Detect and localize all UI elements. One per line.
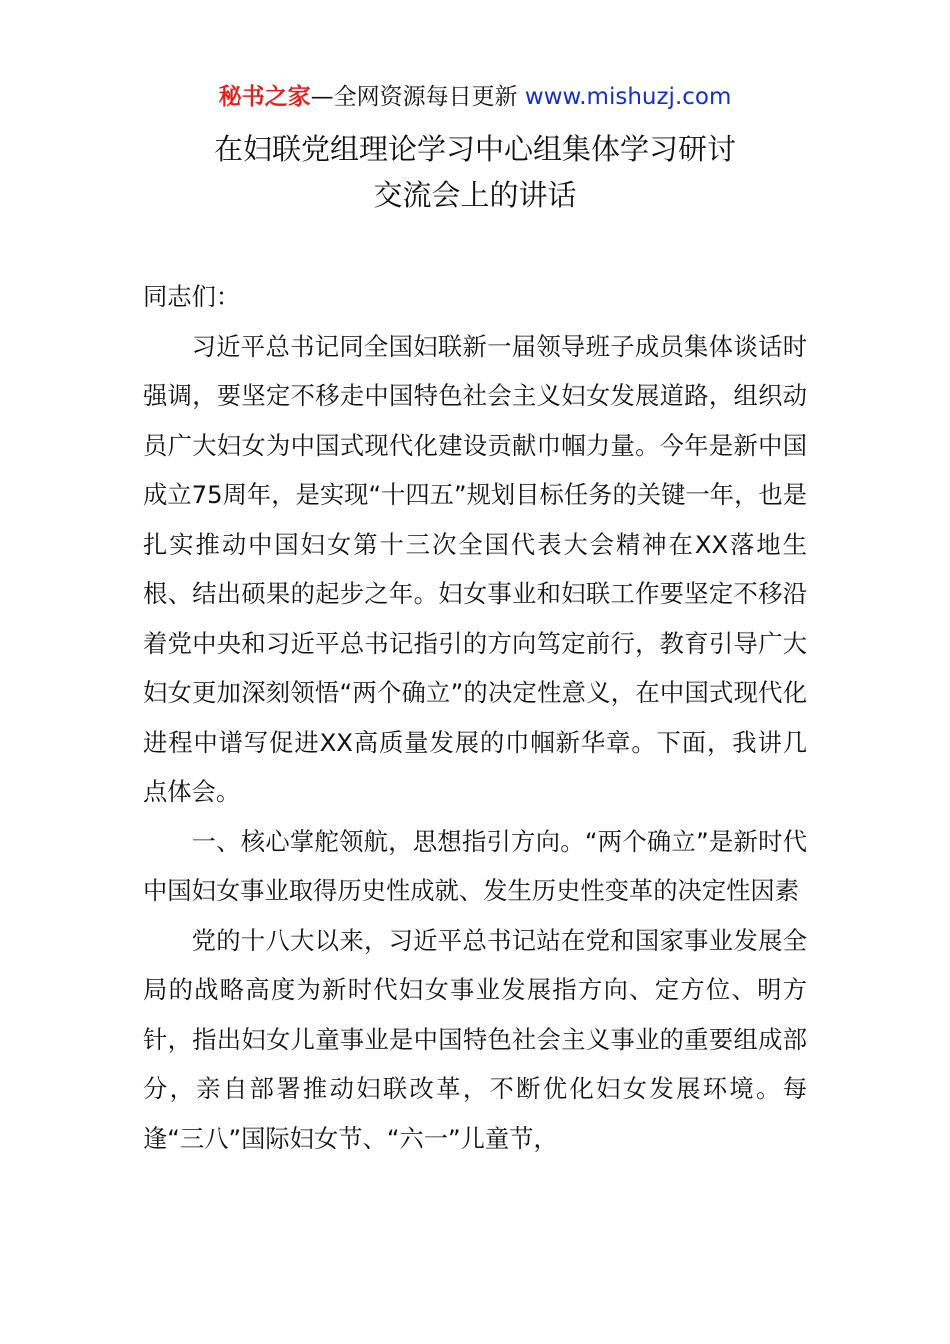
document-title <box>0 126 950 218</box>
site-header <box>0 80 950 114</box>
paragraph-intro: 习近平总书记同全国妇联新一届领导班子成员集体谈话时强调，要坚定不移走中国特色社会主义妇女发展道路，组织动员广大妇女为中国式现代化建设贡献巾帼力量。今年是新中国成立75周年，是实现“十四五”规划目标任务的关键一年，也是扎实推动中国妇女第十三次全国代表大会精神在XX落地生根、结出硕果的起步之年。妇女事业和妇联工作要坚定不移沿着党中央和习近平总书记指引的方向笃定前行，教育引导广大妇女更加深刻领悟“两个确立”的决定性意义，在中国式现代化进程中谱写促进XX高质量发展的巾帼新华章。下面，我讲几点体会。 <box>143 331 807 806</box>
document-body <box>143 272 807 1163</box>
title-line-2: 交流会上的讲话 <box>373 178 577 212</box>
site-brand: 秘书之家 <box>218 84 311 110</box>
paragraph-section-1: 党的十八大以来，习近平总书记站在党和国家事业发展全局的战略高度为新时代妇女事业发展指方向、定方位、明方针，指出妇女儿童事业是中国特色社会主义事业的重要组成部分，亲自部署推动妇联改革，不断优化妇女发展环境。每逢“三八”国际妇女节、“六一”儿童节， <box>143 925 807 1153</box>
site-url-link[interactable]: www.mishuzj.com <box>524 84 732 110</box>
section-heading-1: 一、核心掌舵领航，思想指引方向。“两个确立”是新时代中国妇女事业取得历史性成就、发生历史性变革的决定性因素 <box>143 826 807 905</box>
salutation: 同志们： <box>143 282 241 311</box>
site-tagline: —全网资源每日更新 <box>310 84 518 110</box>
title-line-1: 在妇联党组理论学习中心组集体学习研讨 <box>213 132 736 166</box>
